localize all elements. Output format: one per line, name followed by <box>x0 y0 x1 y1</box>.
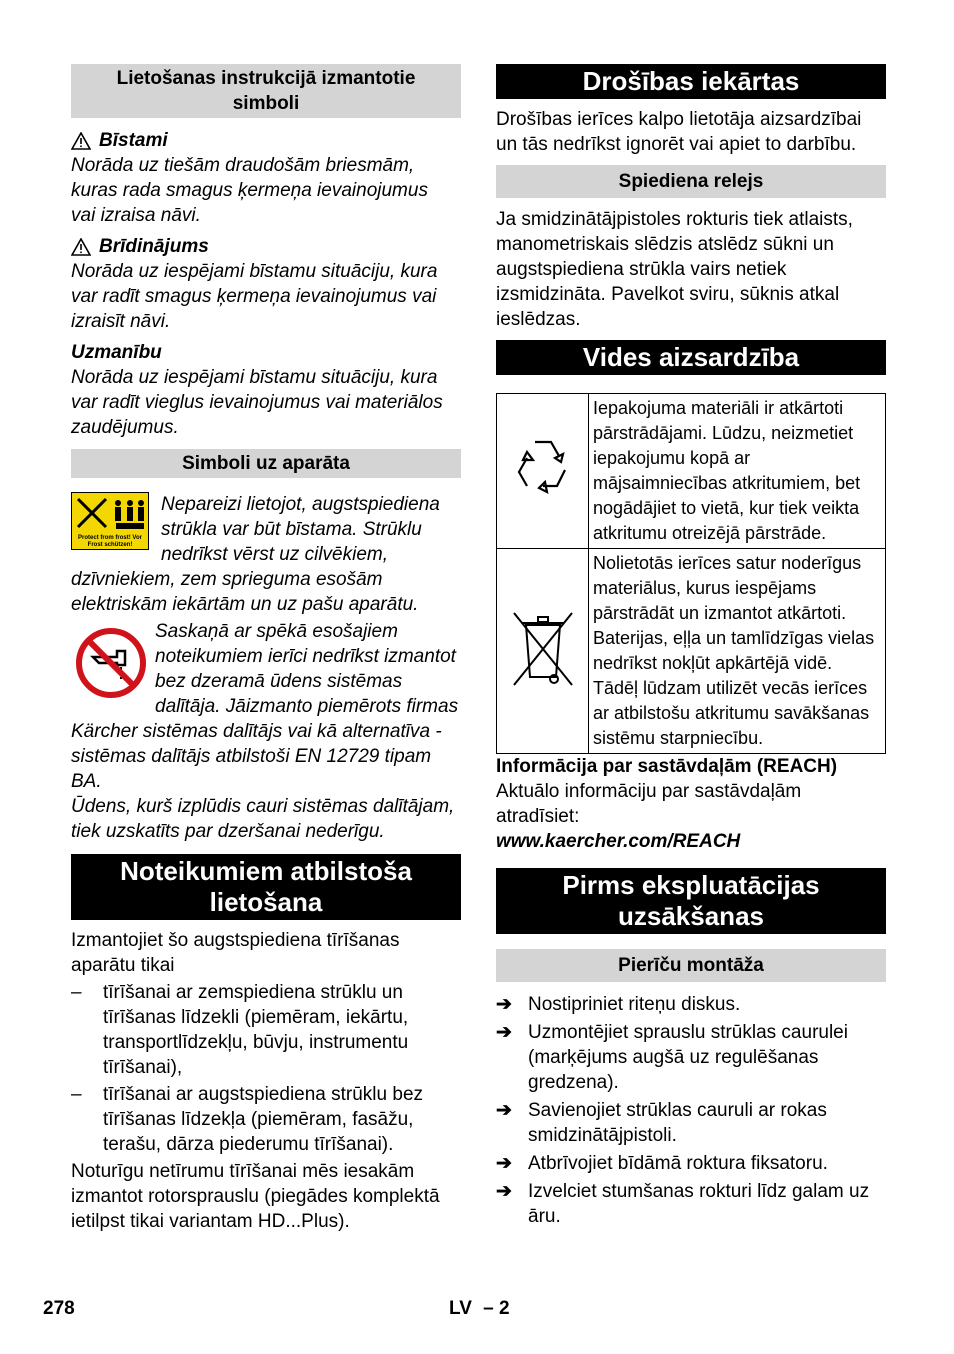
proper-use-heading: Noteikumiem atbilstoša lietošana <box>71 854 461 920</box>
list-item: ➔ Savienojiet strūklas cauruli ar rokas smidzinātājpistoli. <box>496 1100 827 1146</box>
footer-section <box>449 1298 510 1320</box>
warning-title: Brīdinājums <box>99 236 209 257</box>
recycle-icon <box>505 430 581 506</box>
left-column <box>71 64 461 1234</box>
jet-warning-block <box>71 492 461 617</box>
arrow-right-icon: ➔ <box>496 1153 512 1174</box>
warning-title-line <box>71 234 461 259</box>
caution-text: Norāda uz iespējami bīstamu situāciju, kura var radīt vieglus ievainojumus vai materiālos zaudējumus. <box>71 367 443 438</box>
frost-label-text: Protect from frost! Vor Frost schützen! <box>78 535 142 548</box>
symbols-heading: Lietošanas instrukcijā izmantotie simboli <box>71 64 461 118</box>
caution-title: Uzmanību <box>71 342 162 363</box>
env-heading: Vides aizsardzība <box>496 340 886 375</box>
jet-warning-text: Nepareizi lietojot, augstspiediena strūkla var būt bīstama. Strūklu nedrīkst vērst uz cilvēkiem, dzīvniekiem, zem sprieguma esošām elektriskām iekārtām un uz pašu aparātu. <box>71 494 440 615</box>
no-spray-at-people-icon <box>72 493 148 533</box>
list-item: – tīrīšanai ar zemspiediena strūklu un tīrīšanas līdzekli (piemēram, iekārtu, transportlīdzekļu, būvju, instrumentu tīrīšanai), <box>71 980 461 1080</box>
table-row <box>497 549 886 754</box>
footer-section-number: – 2 <box>483 1298 510 1319</box>
crossed-bin-icon <box>508 607 578 689</box>
separator-text: Saskaņā ar spēkā esošajiem noteikumiem ierīci nedrīkst izmantot bez dzeramā ūdens sistēmas dalītāja. Jāizmanto piemērots firmas Kärcher sistēmas dalītājs vai kā alternatīva - sistēmas dalītājs atbilstoši EN 12729 tipam BA. <box>71 621 459 792</box>
reach-title: Informācija par sastāvdaļām (REACH) <box>496 756 838 777</box>
assembly-list <box>496 992 886 1229</box>
danger-title: Bīstami <box>99 130 168 151</box>
warning-triangle-icon <box>71 132 91 150</box>
warning-text: Norāda uz iespējami bīstamu situāciju, kura var radīt smagus ķermeņa ievainojumus vai izraisīt nāvi. <box>71 261 438 332</box>
rotor-nozzle-text: Noturīgu netīrumu tīrīšanai mēs iesakām izmantot rotorsprauslu (piegādes komplektā ietilpst tikai variantam HD...Plus). <box>71 1161 440 1232</box>
arrow-right-icon: ➔ <box>496 1181 512 1202</box>
device-symbols-heading: Simboli uz aparāta <box>71 449 461 478</box>
bin-text: Nolietotās ierīces satur noderīgus materiālus, kurus iespējams pārstrādāt un izmantot atkārtoti. Baterijas, eļļa un tamlīdzīgas vielas nedrīkst nokļūt apkārtējā vidē. Tādēļ lūdzam utilizēt vecās ierīces ar atbilstošu atkritumu savākšanas sistēmu starpniecību. <box>589 549 886 754</box>
list-item: ➔ Atbrīvojiet bīdāmā roktura fiksatoru. <box>496 1153 828 1174</box>
safety-text: Drošības ierīces kalpo lietotāja aizsardzībai un tās nedrīkst ignorēt vai apiet to darbību. <box>496 109 862 155</box>
arrow-right-icon: ➔ <box>496 1022 512 1043</box>
assembly-heading: Pierīču montāža <box>496 949 886 982</box>
warning-triangle-icon <box>71 238 91 256</box>
footer-language: LV <box>449 1298 472 1319</box>
danger-title-line <box>71 128 461 153</box>
pressure-switch-text: Ja smidzinātājpistoles rokturis tiek atlaists, manometriskais slēdzis atslēdz sūkni un augstspiediena strūkla vairs netiek izsmidzināta. Pavelkot sviru, sūknis atkal ieslēdzas. <box>496 209 853 330</box>
water-text: Ūdens, kurš izplūdis cauri sistēmas dalītājam, tiek uzskatīts par dzeršanai nederīgu. <box>71 796 455 842</box>
list-item: ➔ Izvelciet stumšanas rokturi līdz galam uz āru. <box>496 1181 870 1227</box>
high-pressure-warning-label <box>71 492 149 550</box>
proper-use-intro: Izmantojiet šo augstspiediena tīrīšanas aparātu tikai <box>71 930 400 976</box>
arrow-right-icon: ➔ <box>496 1100 512 1121</box>
arrow-right-icon: ➔ <box>496 994 512 1015</box>
proper-use-list <box>71 980 461 1157</box>
env-table <box>496 393 886 754</box>
table-row <box>497 394 886 549</box>
list-item: ➔ Nostipriniet riteņu diskus. <box>496 994 741 1015</box>
start-heading: Pirms ekspluatācijas uzsākšanas <box>496 868 886 934</box>
list-item: ➔ Uzmontējiet sprauslu strūklas caurulei (marķējums augšā uz regulēšanas gredzena). <box>496 1022 848 1093</box>
no-drinking-water-icon <box>75 627 147 699</box>
page-number: 278 <box>43 1298 75 1319</box>
danger-text: Norāda uz tiešām draudošām briesmām, kuras rada smagus ķermeņa ievainojumus vai izraisa nāvi. <box>71 155 428 226</box>
recycle-text: Iepakojuma materiāli ir atkārtoti pārstrādājami. Lūdzu, neizmetiet iepakojumu kopā ar mājsaimniecības atkritumiem, bet nogādājiet to vietā, kur tiek veikta atkritumu otreizējā pārstrāde. <box>589 394 886 549</box>
reach-link[interactable]: www.kaercher.com/REACH <box>496 831 741 852</box>
pressure-switch-heading: Spiediena relejs <box>496 165 886 198</box>
safety-heading: Drošības iekārtas <box>496 64 886 99</box>
bin-icon-cell <box>497 549 589 754</box>
reach-text: Aktuālo informāciju par sastāvdaļām atradīsiet: <box>496 781 802 827</box>
right-column <box>496 64 886 1232</box>
separator-block <box>71 619 461 844</box>
recycle-icon-cell <box>497 394 589 549</box>
list-item: – tīrīšanai ar augstspiediena strūklu bez tīrīšanas līdzekļa (piemēram, fasāžu, terašu, dārza piederumu tīrīšanai). <box>71 1082 461 1157</box>
